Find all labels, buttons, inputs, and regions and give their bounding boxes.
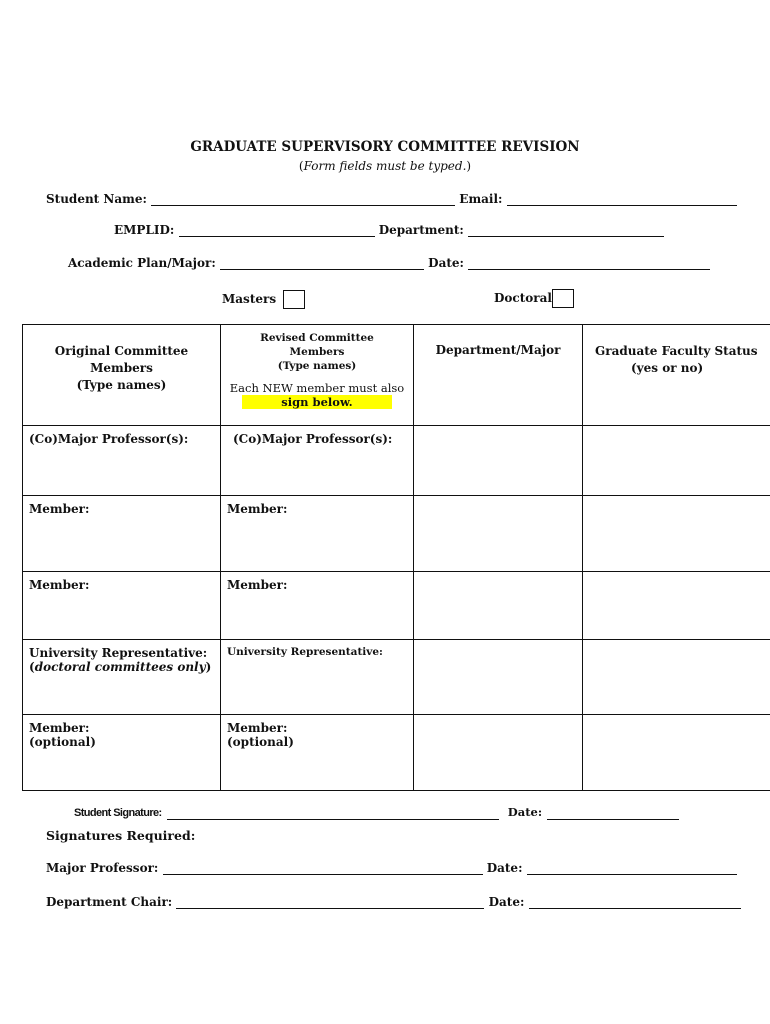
major-professor-date-input[interactable] xyxy=(527,862,737,875)
original-member-cell[interactable] xyxy=(23,496,221,572)
table-row xyxy=(23,640,770,715)
revised-member-cell[interactable] xyxy=(221,572,414,640)
masters-checkbox[interactable] xyxy=(283,290,305,309)
student-signature-label: Student Signature: xyxy=(74,807,162,819)
department-chair-row xyxy=(46,895,741,909)
department-label: Department: xyxy=(378,223,464,237)
table-row xyxy=(23,572,770,640)
header-original-line1: Original Committee xyxy=(54,344,189,358)
department-cell[interactable] xyxy=(414,572,583,640)
revised-member-cell[interactable] xyxy=(221,496,414,572)
department-input[interactable] xyxy=(468,224,664,237)
academic-plan-row xyxy=(68,256,710,270)
major-professor-label: Major Professor: xyxy=(46,861,159,875)
header-faculty-line1: Graduate Faculty Status xyxy=(595,344,758,358)
header-department-label: Department/Major xyxy=(435,343,561,357)
revised-university-rep-label: University Representative: xyxy=(227,646,383,658)
major-professor-row xyxy=(46,861,737,875)
student-signature-row xyxy=(74,801,679,820)
table-row xyxy=(23,715,770,791)
student-name-label: Student Name: xyxy=(46,192,147,206)
student-signature-date-input[interactable] xyxy=(547,807,679,820)
header-original-line3: (Type names) xyxy=(76,378,167,392)
revised-optional-note: (optional) xyxy=(227,735,294,749)
header-faculty-status xyxy=(583,325,770,426)
subtitle-text: Form fields must be typed. xyxy=(303,159,467,173)
doctoral-label: Doctoral xyxy=(494,291,552,305)
academic-plan-label: Academic Plan/Major: xyxy=(68,256,216,270)
original-major-professor-label: (Co)Major Professor(s): xyxy=(29,432,189,446)
form-title: GRADUATE SUPERVISORY COMMITTEE REVISION xyxy=(190,139,580,155)
revised-highlight: sign below. xyxy=(242,395,392,409)
major-professor-date-label: Date: xyxy=(486,861,523,875)
email-label: Email: xyxy=(459,192,503,206)
table-header-row xyxy=(23,325,770,426)
department-cell[interactable] xyxy=(414,426,583,496)
department-cell[interactable] xyxy=(414,715,583,791)
emplid-row xyxy=(114,223,664,237)
faculty-status-cell[interactable] xyxy=(583,715,770,791)
original-member-label: Member: xyxy=(29,502,90,516)
original-university-rep-label: University Representative: xyxy=(29,646,208,660)
department-cell[interactable] xyxy=(414,640,583,715)
revised-major-professor-label: (Co)Major Professor(s): xyxy=(233,432,393,446)
department-chair-signature-input[interactable] xyxy=(176,896,484,909)
committee-table xyxy=(22,324,770,791)
original-optional-member-cell[interactable] xyxy=(23,715,221,791)
student-name-input[interactable] xyxy=(151,193,455,206)
student-signature-input[interactable] xyxy=(167,807,499,820)
header-faculty-line2: (yes or no) xyxy=(631,361,704,375)
original-university-rep-note: doctoral committees only xyxy=(34,660,206,674)
header-original-members xyxy=(23,325,221,426)
original-member-label: Member: xyxy=(29,578,90,592)
emplid-input[interactable] xyxy=(179,224,375,237)
original-major-professor-cell[interactable] xyxy=(23,426,221,496)
major-professor-signature-input[interactable] xyxy=(163,862,483,875)
header-revised-line2: Members xyxy=(289,346,345,358)
signatures-required-heading: Signatures Required: xyxy=(46,828,196,843)
revised-optional-member-label: Member: xyxy=(227,721,288,735)
department-cell[interactable] xyxy=(414,496,583,572)
revised-major-professor-cell[interactable] xyxy=(221,426,414,496)
department-chair-date-label: Date: xyxy=(488,895,525,909)
revised-note: Each NEW member must also xyxy=(229,381,405,395)
original-member-cell[interactable] xyxy=(23,572,221,640)
header-original-line2: Members xyxy=(90,361,153,375)
header-revised-line1: Revised Committee xyxy=(260,332,374,344)
student-signature-date-label: Date: xyxy=(507,805,543,819)
revised-member-label: Member: xyxy=(227,502,288,516)
department-chair-date-input[interactable] xyxy=(529,896,741,909)
revised-university-rep-cell[interactable] xyxy=(221,640,414,715)
masters-option xyxy=(222,290,305,309)
table-row xyxy=(23,426,770,496)
faculty-status-cell[interactable] xyxy=(583,426,770,496)
emplid-label: EMPLID: xyxy=(114,223,175,237)
original-optional-note: (optional) xyxy=(29,735,96,749)
header-revised-line3: (Type names) xyxy=(277,360,357,372)
doctoral-option xyxy=(494,289,574,308)
faculty-status-cell[interactable] xyxy=(583,572,770,640)
doctoral-checkbox[interactable] xyxy=(552,289,574,308)
email-input[interactable] xyxy=(507,193,737,206)
student-name-row xyxy=(46,192,737,206)
header-department xyxy=(414,325,583,426)
original-optional-member-label: Member: xyxy=(29,721,90,735)
revised-optional-member-cell[interactable] xyxy=(221,715,414,791)
table-row xyxy=(23,496,770,572)
academic-plan-input[interactable] xyxy=(220,257,424,270)
form-subtitle: (Form fields must be typed.) xyxy=(298,159,472,173)
department-chair-label: Department Chair: xyxy=(46,895,173,909)
faculty-status-cell[interactable] xyxy=(583,640,770,715)
header-revised-members xyxy=(221,325,414,426)
date-input[interactable] xyxy=(468,257,710,270)
date-label: Date: xyxy=(428,256,464,270)
masters-label: Masters xyxy=(222,292,277,306)
original-university-rep-cell[interactable]: University Representative: (doctoral committees only) xyxy=(23,640,221,715)
revised-member-label: Member: xyxy=(227,578,288,592)
faculty-status-cell[interactable] xyxy=(583,496,770,572)
